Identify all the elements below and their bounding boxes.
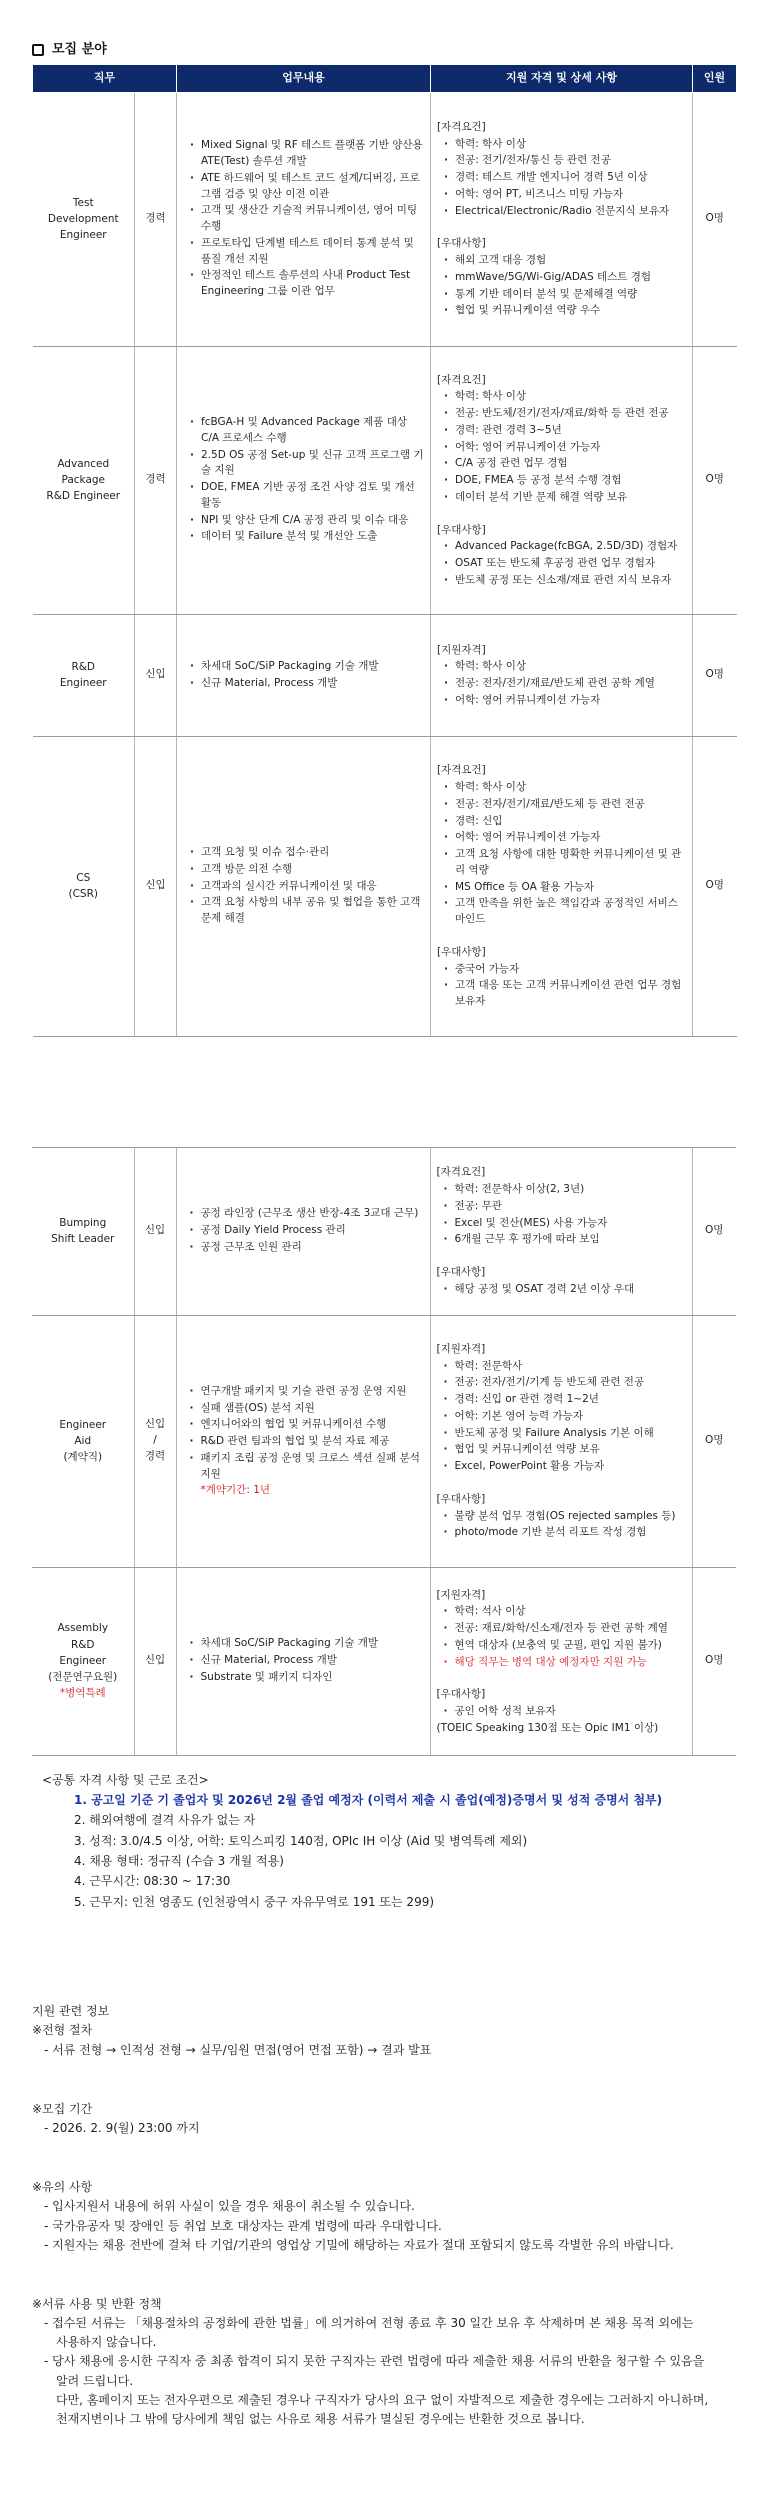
list-item: · 경력: 관련 경력 3~5년 [443, 423, 686, 439]
list-item: · R&D 관련 팀과의 협업 및 분석 자료 제공 [189, 1434, 424, 1450]
conditions-title: <공통 자격 사항 및 근로 조건> [42, 1772, 209, 1787]
list-item: · NPI 및 양산 단계 C/A 공정 관리 및 이슈 대응 [189, 513, 424, 529]
requirements-heading: [지원자격] [437, 643, 486, 656]
duty-list [183, 1636, 424, 1685]
condition-item-highlight: 1. 공고일 기준 기 졸업자 및 2026년 2월 졸업 예정자 (이력서 제출 시 졸업(예정)증명서 및 성적 증명서 첨부) [74, 1792, 663, 1807]
job-title: CS (CSR) [33, 736, 135, 1036]
preferred-heading: [우대사항] [437, 523, 486, 536]
list-item: · 전공: 무관 [443, 1199, 686, 1215]
preferred-list [437, 253, 686, 319]
apply-info-title: 지원 관련 정보 [32, 2004, 110, 2019]
list-item: · DOE, FMEA 기반 공정 조건 사양 검토 및 개선 활동 [189, 480, 424, 512]
preferred-heading: [우대사항] [437, 237, 486, 250]
requirements-list [437, 1359, 686, 1475]
requirements-warning: · 해당 직무는 병역 대상 예정자만 지원 가능 [437, 1655, 686, 1671]
list-item: · 해외 고객 대응 경험 [443, 253, 686, 269]
list-item: · 반도체 공정 또는 신소재/재료 관련 지식 보유자 [443, 573, 686, 589]
job-duties [177, 346, 431, 614]
list-item: · 전공: 전자/전기/기계 등 반도체 관련 전공 [443, 1375, 686, 1391]
period-text: - 2026. 2. 9(월) 23:00 까지 [44, 2120, 200, 2135]
period-title: ※모집 기간 [32, 2101, 93, 2116]
requirements-list [437, 137, 686, 220]
preferred-heading: [우대사항] [437, 945, 486, 958]
job-title: Assembly R&D Engineer (전문연구요원) *병역특례 [32, 1567, 134, 1755]
preferred-heading: [우대사항] [436, 1688, 486, 1701]
header-role: 직무 [33, 64, 177, 92]
headcount: O명 [693, 614, 737, 736]
job-title: Engineer Aid (계약직) [32, 1315, 134, 1567]
list-item: · 협업 및 커뮤니케이션 역량 보유 [443, 1442, 686, 1458]
list-item: · 고객 방문 의전 수행 [189, 862, 424, 878]
condition-item: 4. 근무시간: 08:30 ~ 17:30 [74, 1874, 231, 1889]
list-item: · 고객 및 생산간 기술적 커뮤니케이션, 영어 미팅 수행 [189, 203, 424, 235]
headcount: O명 [693, 92, 737, 346]
job-qualifications [430, 1567, 692, 1755]
jobs-table [32, 64, 737, 1037]
duty-list [183, 415, 424, 545]
job-row [32, 1147, 736, 1315]
list-item: · C/A 공정 관련 업무 경험 [443, 456, 686, 472]
employment-type: 경력 [135, 92, 177, 346]
list-item: · 불량 분석 업무 경험(OS rejected samples 등) [443, 1509, 686, 1525]
job-qualifications [431, 92, 693, 346]
condition-item: 5. 근무지: 인천 영종도 (인천광역시 중구 자유무역로 191 또는 299) [74, 1894, 435, 1909]
preferred-list [437, 962, 686, 1010]
preferred-list [437, 1282, 686, 1298]
section-title: 모집 분야 [52, 42, 107, 57]
list-item: · 어학: 영어 커뮤니케이션 가능자 [443, 440, 686, 456]
duty-list [183, 845, 424, 927]
docs-policy-line: - 당사 채용에 응시한 구직자 중 최종 합격이 되지 못한 구직자는 관련 법령에 따라 제출한 채용 서류의 반환을 청구할 수 있음을 [44, 2354, 705, 2369]
list-item: · 학력: 전문학사 [443, 1359, 686, 1375]
condition-item: 2. 해외여행에 결격 사유가 없는 자 [74, 1813, 256, 1828]
job-title: Advanced Package R&D Engineer [33, 346, 135, 614]
requirements-list [437, 1604, 686, 1653]
list-item: · 차세대 SoC/SiP Packaging 기술 개발 [189, 659, 424, 675]
headcount: O명 [692, 1315, 736, 1567]
list-item: · OSAT 또는 반도체 후공정 관련 업무 경험자 [443, 556, 686, 572]
list-item: · 안정적인 테스트 솔루션의 사내 Product Test Engineering 그룹 이관 업무 [189, 268, 424, 300]
list-item: · 2.5D OS 공정 Set-up 및 신규 고객 프로그램 기술 지원 [189, 448, 424, 480]
list-item: · 반도체 공정 및 Failure Analysis 기본 이해 [443, 1426, 686, 1442]
duty-list [183, 1384, 424, 1483]
list-item: · fcBGA-H 및 Advanced Package 제품 대상 C/A 프로세스 수행 [189, 415, 424, 447]
list-item: · 학력: 학사 이상 [443, 137, 686, 153]
list-item: · 해당 공정 및 OSAT 경력 2년 이상 우대 [443, 1282, 686, 1298]
employment-type: 신입 / 경력 [134, 1315, 176, 1567]
docs-policy-line: 천재지변이나 그 밖에 당사에게 책임 없는 사유로 채용 서류가 멸실된 경우에는 반환한 것으로 봅니다. [56, 2412, 585, 2427]
requirements-heading: [자격요건] [436, 1166, 486, 1179]
note-item: - 지원자는 채용 전반에 걸쳐 타 기업/기관의 영업상 기밀에 해당하는 자료가 절대 포함되지 않도록 각별한 유의 바랍니다. [44, 2237, 674, 2252]
list-item: · 통계 기반 데이터 분석 및 문제해결 역량 [443, 287, 686, 303]
docs-policy-line: 사용하지 않습니다. [56, 2335, 157, 2350]
job-qualifications [430, 1147, 692, 1315]
requirements-list [437, 659, 686, 708]
list-item: · 전공: 반도체/전기/전자/재료/화학 등 관련 전공 [443, 406, 686, 422]
employment-type: 신입 [134, 1567, 176, 1755]
headcount: O명 [692, 1567, 736, 1755]
employment-type: 신입 [134, 1147, 176, 1315]
list-item: · 연구개발 패키지 및 기술 관련 공정 운영 지원 [189, 1384, 424, 1400]
job-row [32, 1315, 736, 1567]
preferred-list [437, 1704, 686, 1720]
list-item: · 경력: 신입 or 관련 경력 1~2년 [443, 1392, 686, 1408]
job-duties [177, 736, 431, 1036]
docs-policy-title: ※서류 사용 및 반환 정책 [32, 2296, 162, 2311]
application-info [32, 2002, 738, 2429]
list-item: · 차세대 SoC/SiP Packaging 기술 개발 [189, 1636, 424, 1652]
list-item: · 전공: 전자/전기/재료/반도체 관련 공학 계열 [443, 676, 686, 692]
list-item: · 학력: 석사 이상 [443, 1604, 686, 1620]
headcount: O명 [692, 1147, 736, 1315]
list-item: · 신규 Material, Process 개발 [189, 1653, 424, 1669]
list-item: · 어학: 영어 커뮤니케이션 가능자 [443, 830, 686, 846]
preferred-list [437, 539, 686, 588]
preferred-list [437, 1509, 686, 1542]
list-item: · 실패 샘플(OS) 분석 지원 [189, 1401, 424, 1417]
list-item: · 고객과의 실시간 커뮤니케이션 및 대응 [189, 879, 424, 895]
list-item: · 경력: 신입 [443, 814, 686, 830]
docs-policy-line: 다만, 홈페이지 또는 전자우편으로 제출된 경우나 구직자가 당사의 요구 없이 자발적으로 제출한 경우에는 그러하지 아니하며, [56, 2392, 709, 2407]
list-item: · 어학: 영어 PT, 비즈니스 미팅 가능자 [443, 187, 686, 203]
list-item: · DOE, FMEA 등 공정 분석 수행 경험 [443, 473, 686, 489]
header-qualifications: 지원 자격 및 상세 사항 [431, 64, 693, 92]
table-header-row [33, 64, 737, 92]
list-item: · 중국어 가능자 [443, 962, 686, 978]
list-item: · 고객 대응 또는 고객 커뮤니케이션 관련 업무 경험 보유자 [443, 978, 686, 1010]
job-duties [177, 92, 431, 346]
list-item: · 전공: 전자/전기/재료/반도체 등 관련 전공 [443, 797, 686, 813]
header-duties: 업무내용 [177, 64, 431, 92]
preferred-heading: [우대사항] [436, 1266, 486, 1279]
requirements-list [437, 389, 686, 505]
job-row [33, 92, 737, 346]
requirements-heading: [지원자격] [436, 1588, 486, 1601]
job-title: R&D Engineer [33, 614, 135, 736]
list-item: · Advanced Package(fcBGA, 2.5D/3D) 경험자 [443, 539, 686, 555]
job-row [33, 346, 737, 614]
section-header [0, 0, 770, 64]
role-note: *병역특례 [59, 1687, 106, 1700]
condition-item: 3. 성적: 3.0/4.5 이상, 어학: 토익스피킹 140점, OPIc IH 이상 (Aid 및 병역특례 제외) [74, 1833, 528, 1848]
employment-type: 신입 [135, 736, 177, 1036]
requirements-heading: [자격요건] [437, 764, 486, 777]
duty-list [183, 138, 424, 300]
list-item: · Excel 및 전산(MES) 사용 가능자 [443, 1216, 686, 1232]
list-item: · 학력: 학사 이상 [443, 659, 686, 675]
job-qualifications [431, 346, 693, 614]
requirements-list [437, 1182, 686, 1248]
duty-list [183, 1206, 424, 1255]
preferred-heading: [우대사항] [436, 1492, 486, 1505]
list-item: · 전공: 전기/전자/통신 등 관련 전공 [443, 153, 686, 169]
process-title: ※전형 절차 [32, 2023, 93, 2038]
list-item: · 학력: 전문학사 이상(2, 3년) [443, 1182, 686, 1198]
list-item: · 고객 요청 및 이슈 접수·관리 [189, 845, 424, 861]
job-qualifications [430, 1315, 692, 1567]
list-item: · 프로토타입 단계별 테스트 데이터 통계 분석 및 품질 개선 지원 [189, 236, 424, 268]
job-duties [176, 1567, 430, 1755]
list-item: · 고객 요청 사항에 대한 명확한 커뮤니케이션 및 관리 역량 [443, 847, 686, 879]
employment-type: 신입 [135, 614, 177, 736]
headcount: O명 [693, 736, 737, 1036]
list-item: · 협업 및 커뮤니케이션 역량 우수 [443, 303, 686, 319]
list-item: · 고객 만족을 위한 높은 책임감과 공정적인 서비스 마인드 [443, 896, 686, 928]
job-qualifications [431, 614, 693, 736]
requirements-heading: [자격요건] [437, 120, 486, 133]
list-item: · 데이터 및 Failure 분석 및 개선안 도출 [189, 529, 424, 545]
list-item: · Electrical/Electronic/Radio 전문지식 보유자 [443, 204, 686, 220]
docs-policy-line: 알려 드립니다. [56, 2373, 134, 2388]
list-item: · 공인 어학 성적 보유자 [443, 1704, 686, 1720]
note-item: - 국가유공자 및 장애인 등 취업 보호 대상자는 관계 법령에 따라 우대합니다. [44, 2218, 442, 2233]
condition-item: 4. 채용 형태: 정규직 (수습 3 개월 적용) [74, 1854, 284, 1869]
list-item: · 데이터 분석 기반 문제 해결 역량 보유 [443, 490, 686, 506]
job-duties [176, 1147, 430, 1315]
requirements-heading: [지원자격] [436, 1342, 486, 1355]
common-conditions [42, 1770, 770, 1913]
list-item: · 신규 Material, Process 개발 [189, 676, 424, 692]
employment-type: 경력 [135, 346, 177, 614]
list-item: · ATE 하드웨어 및 테스트 코드 설계/디버깅, 프로그램 검증 및 양산 이전 이관 [189, 171, 424, 203]
list-item: · 공정 근무조 인원 관리 [189, 1240, 424, 1256]
list-item: · 어학: 기본 영어 능력 가능자 [443, 1409, 686, 1425]
job-title: Bumping Shift Leader [32, 1147, 134, 1315]
job-row [32, 1567, 736, 1755]
job-title: Test Development Engineer [33, 92, 135, 346]
jobs-table-continued [32, 1147, 736, 1756]
list-item: · 학력: 학사 이상 [443, 780, 686, 796]
list-item: · 전공: 재료/화학/신소재/전자 등 관련 공학 계열 [443, 1621, 686, 1637]
job-row [33, 614, 737, 736]
conditions-list [42, 1790, 770, 1912]
square-bullet-icon [32, 44, 44, 56]
requirements-heading: [자격요건] [437, 373, 486, 386]
header-headcount: 인원 [693, 64, 737, 92]
list-item: · MS Office 등 OA 활용 가능자 [443, 880, 686, 896]
docs-policy-line: - 접수된 서류는 「채용절차의 공정화에 관한 법률」에 의거하여 전형 종료 후 30 일간 보유 후 삭제하며 본 채용 목적 외에는 [44, 2316, 694, 2331]
list-item: · photo/mode 기반 분석 리포트 작성 경험 [443, 1525, 686, 1541]
contract-note: *계약기간: 1년 [200, 1484, 271, 1497]
list-item: · mmWave/5G/Wi-Gig/ADAS 테스트 경험 [443, 270, 686, 286]
list-item: · 고객 요청 사항의 내부 공유 및 협업을 통한 고객 문제 해결 [189, 895, 424, 927]
list-item: · 경력: 테스트 개발 엔지니어 경력 5년 이상 [443, 170, 686, 186]
preferred-note: (TOEIC Speaking 130점 또는 Opic IM1 이상) [436, 1721, 659, 1734]
job-duties [177, 614, 431, 736]
duty-list [183, 659, 424, 692]
headcount: O명 [693, 346, 737, 614]
list-item: · 학력: 학사 이상 [443, 389, 686, 405]
list-item: · 패키지 조립 공정 운영 및 크로스 섹션 실패 분석 지원 [189, 1451, 424, 1483]
process-steps: - 서류 전형 → 인적성 전형 → 실무/임원 면접(영어 면접 포함) → 결과 발표 [44, 2042, 432, 2057]
list-item: · 공정 라인장 (근무조 생산 반장-4조 3교대 근무) [189, 1206, 424, 1222]
list-item: · Substrate 및 패키지 디자인 [189, 1670, 424, 1686]
list-item: · 공정 Daily Yield Process 관리 [189, 1223, 424, 1239]
list-item: · Excel, PowerPoint 활용 가능자 [443, 1459, 686, 1475]
note-item: - 입사지원서 내용에 허위 사실이 있을 경우 채용이 취소될 수 있습니다. [44, 2199, 415, 2214]
list-item: · 엔지니어와의 협업 및 커뮤니케이션 수행 [189, 1417, 424, 1433]
list-item: · 어학: 영어 커뮤니케이션 가능자 [443, 693, 686, 709]
job-duties [176, 1315, 430, 1567]
list-item: · Mixed Signal 및 RF 테스트 플랫폼 기반 양산용 ATE(Test) 솔루션 개발 [189, 138, 424, 170]
job-row [33, 736, 737, 1036]
list-item: · 현역 대상자 (보충역 및 군필, 편입 지원 불가) [443, 1638, 686, 1654]
list-item: · 6개월 근무 후 평가에 따라 보임 [443, 1232, 686, 1248]
job-qualifications [431, 736, 693, 1036]
requirements-list [437, 780, 686, 928]
notes-title: ※유의 사항 [32, 2180, 93, 2195]
